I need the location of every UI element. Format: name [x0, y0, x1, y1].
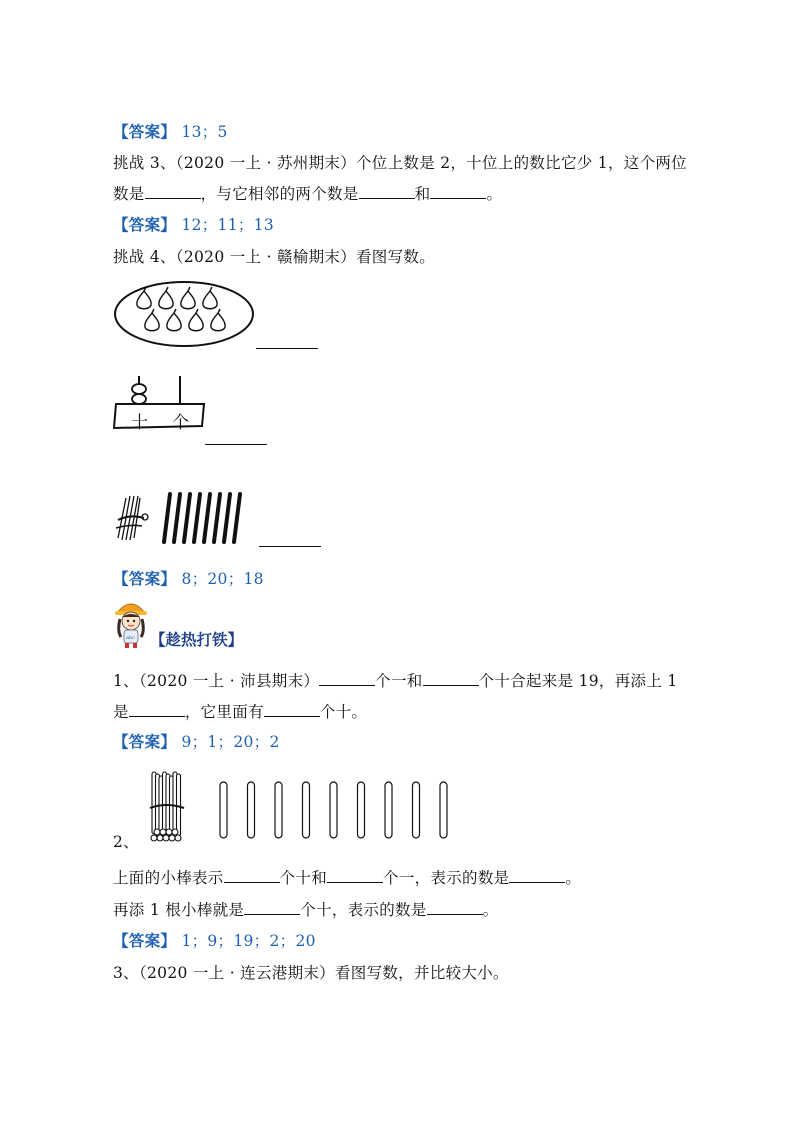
stick-icon	[214, 494, 220, 542]
question-1-line1: 1、（2020 一上 · 沛县期末） 个一和 个十合起来是 19，再添上 1	[113, 672, 678, 690]
answer-line	[113, 213, 274, 235]
stick-icon	[164, 494, 170, 542]
stick-bundle-figure	[112, 490, 252, 546]
girl-mascot-icon	[113, 597, 149, 649]
pear-icon	[137, 291, 151, 309]
stick-icon	[184, 494, 190, 542]
question-1-line2: 是 ，它里面有 个十。	[113, 703, 368, 721]
stick-icon	[234, 494, 240, 542]
sticks-figure	[146, 768, 456, 848]
answer-blank[interactable]	[423, 671, 479, 686]
answer-line	[113, 730, 280, 752]
svg-text:abc: abc	[126, 635, 135, 641]
pear-stem	[152, 309, 154, 313]
bundle-stick	[177, 774, 181, 836]
answer-tag: 【答案】	[113, 215, 177, 234]
answer-line	[113, 567, 264, 589]
pear-icon	[211, 313, 225, 331]
question-2-line1: 上面的小棒表示 个十和 个一，表示的数是 。	[113, 869, 582, 887]
stick-end	[151, 835, 157, 841]
pear-stem	[174, 309, 176, 313]
pear-oval-figure	[112, 280, 257, 352]
answer-tag: 【答案】	[113, 732, 177, 751]
stick-icon	[440, 782, 447, 838]
question-2-line2: 再添 1 根小棒就是 个十，表示的数是 。	[113, 901, 499, 919]
stick-end	[175, 835, 181, 841]
answer-blank[interactable]	[319, 671, 375, 686]
answer-blank[interactable]	[259, 546, 321, 547]
stick-icon	[413, 782, 420, 838]
answer-line	[113, 120, 228, 142]
stick-icon	[358, 782, 365, 838]
answer-tag: 【答案】	[113, 931, 177, 950]
stick-end	[172, 829, 178, 835]
stick-icon	[224, 494, 230, 542]
answer-blank[interactable]	[244, 900, 300, 915]
answer-blank[interactable]	[145, 184, 201, 199]
stick-icon	[204, 494, 210, 542]
answer-value: 9；1；20；2	[181, 733, 280, 751]
answer-blank[interactable]	[264, 702, 320, 717]
pear-stem	[218, 309, 220, 313]
answer-value: 1；9；19；2；20	[181, 932, 316, 950]
pear-icon	[145, 313, 159, 331]
pear-stem	[196, 309, 198, 313]
pear-icon	[203, 291, 217, 309]
abacus-tens-label: 十	[131, 413, 148, 433]
answer-value: 8；20；18	[181, 570, 264, 588]
stick-icon	[174, 494, 180, 542]
stick-end	[166, 829, 172, 835]
answer-blank[interactable]	[427, 900, 483, 915]
question-3-text: 3、（2020 一上 · 连云港期末）看图写数，并比较大小。	[113, 964, 509, 982]
answer-line	[113, 929, 316, 951]
answer-blank[interactable]	[205, 444, 267, 445]
stick-end	[160, 829, 166, 835]
answer-blank[interactable]	[327, 868, 383, 883]
challenge-3-line2: 数是 ，与它相邻的两个数是 和 。	[113, 185, 503, 203]
pear-stem	[210, 287, 212, 291]
stick-icon	[385, 782, 392, 838]
abacus-figure	[110, 372, 210, 438]
stick-end	[169, 835, 175, 841]
stick-icon	[220, 782, 227, 838]
stick-end	[154, 829, 160, 835]
pear-icon	[181, 291, 195, 309]
answer-blank[interactable]	[224, 868, 280, 883]
pear-icon	[167, 313, 181, 331]
pear-icon	[189, 313, 203, 331]
stick-end	[157, 835, 163, 841]
stick-end	[163, 835, 169, 841]
stick-icon	[248, 782, 255, 838]
answer-value: 13；5	[181, 123, 228, 141]
answer-blank[interactable]	[430, 184, 486, 199]
answer-tag: 【答案】	[113, 569, 177, 588]
pear-stem	[166, 287, 168, 291]
question-2-number: 2、	[113, 833, 139, 851]
pear-icon	[159, 291, 173, 309]
answer-blank[interactable]	[509, 868, 565, 883]
abacus-ones-label: 个	[172, 413, 189, 433]
challenge-3-text: 挑战 3、（2020 一上 · 苏州期末）个位上数是 2，十位上的数比它少 1，这个两位	[113, 154, 687, 172]
section-title: 【趁热打铁】	[150, 630, 244, 649]
answer-blank[interactable]	[256, 348, 318, 349]
answer-value: 12；11；13	[181, 216, 275, 234]
stick-icon	[275, 782, 282, 838]
pear-stem	[188, 287, 190, 291]
answer-blank[interactable]	[129, 702, 185, 717]
answer-blank[interactable]	[359, 184, 415, 199]
stick-icon	[330, 782, 337, 838]
answer-tag: 【答案】	[113, 122, 177, 141]
stick-icon	[303, 782, 310, 838]
stick-icon	[194, 494, 200, 542]
challenge-4-text: 挑战 4、（2020 一上 · 赣榆期末）看图写数。	[113, 248, 435, 266]
